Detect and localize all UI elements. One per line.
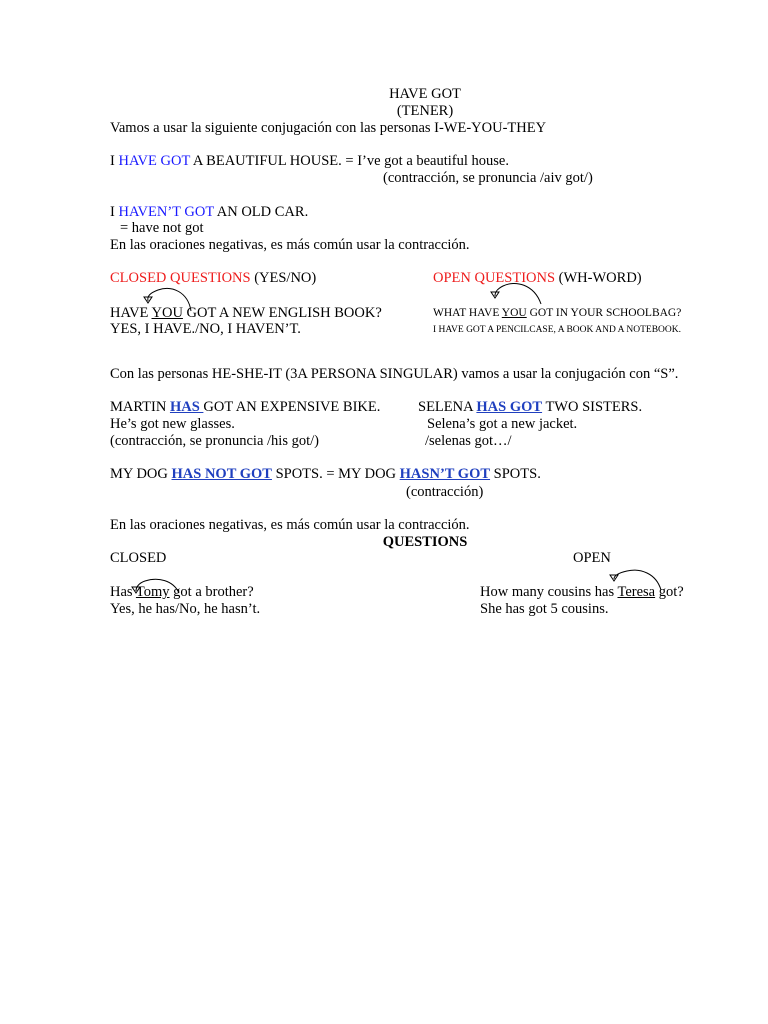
selena-note: /selenas got…/ [425,433,512,449]
closed-ex-pre: Has [110,584,136,600]
dog-verb-full: HAS NOT GOT [171,466,272,482]
selena-verb: HAS GOT [476,399,543,415]
page-subtitle: (TENER) [396,103,454,119]
open-label: OPEN [573,550,611,566]
martin-verb: HAS [169,399,204,415]
closed-q-subject: YOU [151,305,183,321]
dog-verb-contracted: HASN’T GOT [399,466,491,482]
closed-example-answer: Yes, he has/No, he hasn’t. [110,601,261,617]
open-ex-subject: Teresa [617,584,656,600]
martin-contraction: He’s got new glasses. [110,416,235,432]
martin-note: (contracción, se pronuncia /his got/) [110,433,319,449]
open-q-subject: YOU [501,307,527,319]
selena-post: TWO SISTERS. [542,399,643,415]
closed-heading-text: CLOSED QUESTIONS [110,270,251,286]
negative-expansion: = have not got [120,220,204,236]
negative-note-2: En las oraciones negativas, es más común usar la contracción. [110,517,470,533]
negative-note: En las oraciones negativas, es más común usar la contracción. [110,237,470,253]
open-example-arrow [610,570,661,590]
closed-heading-note: (YES/NO) [250,270,317,286]
open-question-arrow [491,283,541,304]
dog-pre: MY DOG [110,466,172,482]
closed-q-post: GOT A NEW ENGLISH BOOK? [182,305,382,321]
selena-contraction: Selena’s got a new jacket. [427,416,578,432]
closed-question-arrow [144,288,191,311]
affirmative-post: A BEAUTIFUL HOUSE. = I’ve got a beautiful house. [190,153,509,169]
closed-example-arrow [132,579,179,593]
open-example-answer: She has got 5 cousins. [480,601,609,617]
affirmative-note: (contracción, se pronuncia /aiv got/) [383,170,593,186]
negative-post: AN OLD CAR. [213,204,309,220]
open-ex-post: got? [655,584,684,600]
dog-note: (contracción) [406,484,484,500]
dog-mid: SPOTS. = MY DOG [271,466,400,482]
page-title: HAVE GOT [389,86,461,102]
selena-pre: SELENA [418,399,477,415]
martin-pre: MARTIN [110,399,170,415]
martin-post: GOT AN EXPENSIVE BIKE. [203,399,381,415]
closed-ex-subject: Tomy [135,584,170,600]
dog-post: SPOTS. [490,466,541,482]
closed-q-pre: HAVE [110,305,152,321]
questions-heading: QUESTIONS [382,534,468,550]
negative-pre: I [110,204,119,220]
open-answer: I HAVE GOT A PENCILCASE, A BOOK AND A NOTEBOOK. [433,325,681,335]
negative-verb: HAVEN’T GOT [118,204,214,220]
closed-label: CLOSED [110,550,167,566]
affirmative-pre: I [110,153,119,169]
closed-answer: YES, I HAVE./NO, I HAVEN’T. [110,321,301,337]
open-q-pre: WHAT HAVE [433,307,502,319]
affirmative-verb: HAVE GOT [118,153,191,169]
open-heading-note: (WH-WORD) [555,270,642,286]
third-person-intro: Con las personas HE-SHE-IT (3A PERSONA SINGULAR) vamos a usar la conjugación con “S”. [110,366,679,382]
open-ex-pre: How many cousins has [480,584,618,600]
intro-text: Vamos a usar la siguiente conjugación con las personas I-WE-YOU-THEY [110,120,547,136]
closed-ex-post: got a brother? [169,584,254,600]
open-heading-text: OPEN QUESTIONS [433,270,556,286]
open-q-post: GOT IN YOUR SCHOOLBAG? [526,307,682,319]
